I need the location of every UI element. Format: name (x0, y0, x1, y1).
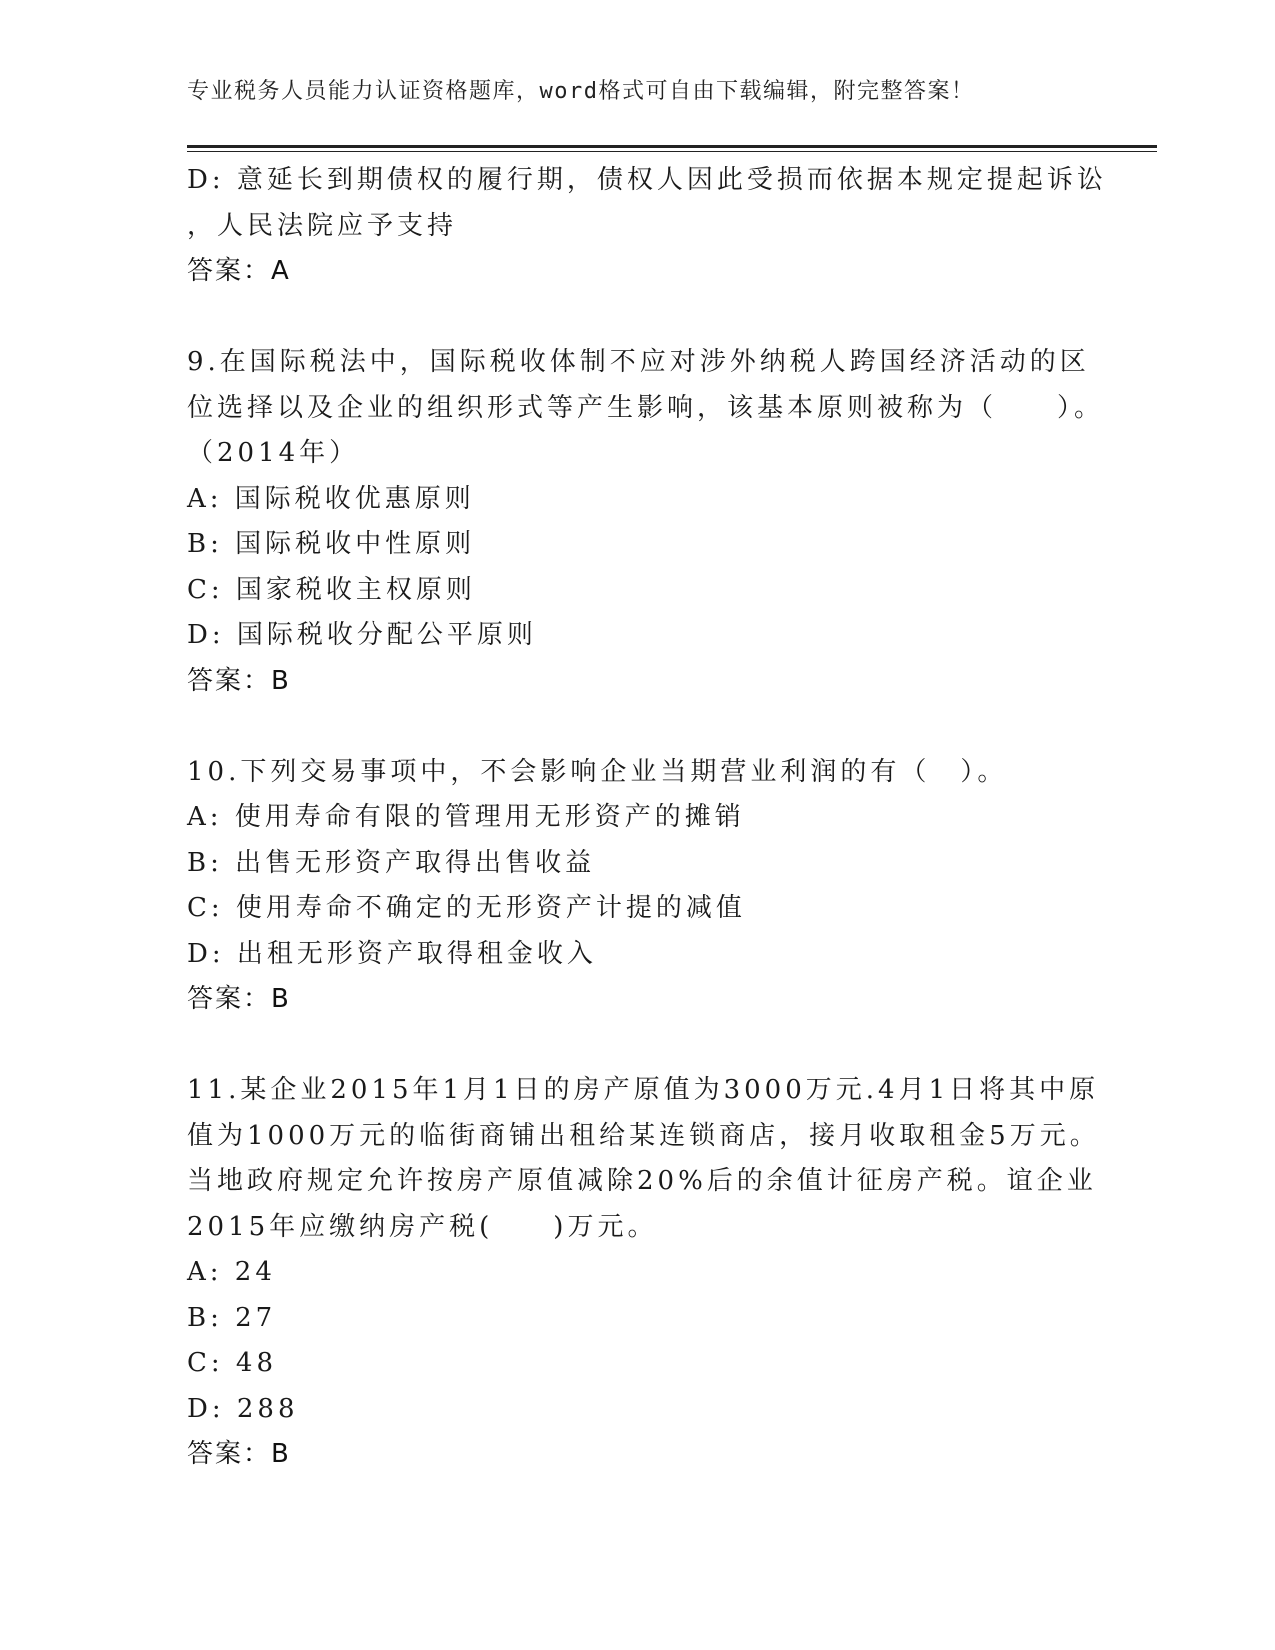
option-text: ，人民法院应予支持 (187, 210, 458, 241)
answer-label: 答案：B (187, 665, 291, 696)
question-stem: 位选择以及企业的组织形式等产生影响，该基本原则被称为（ ）。 (187, 392, 1105, 423)
option-a: A: 国际税收优惠原则 (187, 483, 475, 514)
option-b: B: 27 (187, 1302, 277, 1333)
question-9 (187, 340, 1105, 704)
option-d: D: 出租无形资产取得租金收入 (187, 938, 597, 969)
option-a: A: 使用寿命有限的管理用无形资产的摊销 (187, 802, 745, 832)
option-d: D: 国际税收分配公平原则 (187, 620, 537, 650)
option-c: C: 48 (187, 1348, 278, 1378)
question-stem: 2015年应缴纳房产税( )万元。 (187, 1211, 658, 1242)
option-text: D: 意延长到期债权的履行期，债权人因此受损而依据本规定提起诉讼 (187, 165, 1107, 195)
option-d: D: 288 (187, 1393, 299, 1424)
page-header: 专业税务人员能力认证资格题库，word格式可自由下载编辑，附完整答案！ (187, 79, 975, 104)
option-a: A: 24 (187, 1257, 276, 1287)
header-rule-thin (187, 151, 1157, 152)
question-continuation (187, 158, 1107, 295)
option-b: B: 国际税收中性原则 (187, 529, 476, 559)
option-c: C: 国家税收主权原则 (187, 574, 476, 605)
answer-label: 答案：B (187, 1439, 291, 1469)
question-stem: （2014年） (187, 438, 360, 468)
question-11 (187, 1068, 1100, 1478)
question-stem: 11.某企业2015年1月1日的房产原值为3000万元.4月1日将其中原 (187, 1075, 1100, 1105)
question-10 (187, 750, 1087, 1023)
answer-label: 答案：A (187, 256, 291, 286)
content (187, 158, 1107, 1478)
option-b: B: 出售无形资产取得出售收益 (187, 847, 596, 878)
header-rule-thick (187, 145, 1157, 148)
answer-label: 答案：B (187, 984, 291, 1014)
question-stem: 值为1000万元的临街商铺出租给某连锁商店，接月收取租金5万元。 (187, 1120, 1100, 1151)
question-stem: 当地政府规定允许按房产原值减除20%后的余值计征房产税。谊企业 (187, 1166, 1097, 1196)
option-c: C: 使用寿命不确定的无形资产计提的减值 (187, 893, 746, 923)
question-stem: 10.下列交易事项中，不会影响企业当期营业利润的有（ ）。 (187, 756, 1008, 787)
question-stem: 9.在国际税法中，国际税收体制不应对涉外纳税人跨国经济活动的区 (187, 347, 1090, 377)
